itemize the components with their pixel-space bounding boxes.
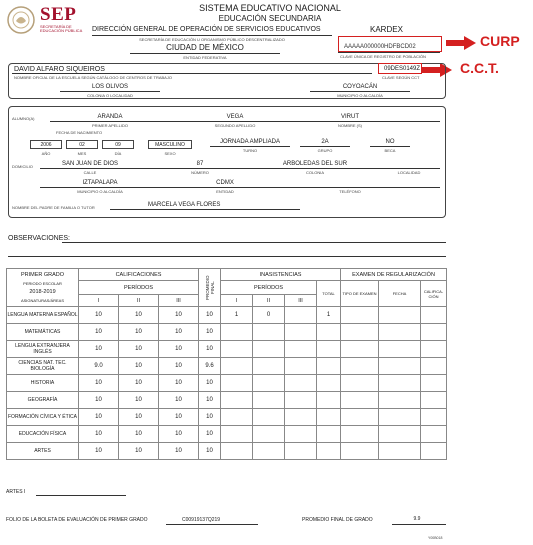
observaciones-label: OBSERVACIONES:: [8, 235, 70, 242]
grade-cell-total: [317, 426, 341, 443]
grade-cell-total: [317, 341, 341, 358]
entity-label: ENTIDAD FEDERATIVA: [183, 55, 227, 60]
sep-logo-text: SEP: [40, 4, 77, 25]
school-colonia-label: COLONIA O LOCALIDAD: [87, 93, 133, 98]
grade-cell-p3: 10: [159, 307, 199, 324]
promedio-final-header: PROMEDIO FINAL: [199, 269, 221, 307]
table-row: [7, 307, 447, 324]
grade-cell-p2: 10: [119, 358, 159, 375]
grade-cell-i3: [285, 341, 317, 358]
sexo-value: MASCULINO: [148, 140, 192, 149]
grade-cell-p2: 10: [119, 409, 159, 426]
exam-cell: [379, 375, 421, 392]
grade-cell-total: [317, 443, 341, 460]
grade-cell-p2: 10: [119, 307, 159, 324]
sexo-label: SEXO: [164, 151, 176, 156]
grade-cell-prom: 10: [199, 392, 221, 409]
ap-paterno: ARANDA: [97, 114, 123, 120]
grade-cell-i2: [253, 443, 285, 460]
curp-value: AAAAA000000HDFBCD02: [344, 44, 416, 50]
table-row: [7, 409, 447, 426]
exam-cell: [379, 324, 421, 341]
subject-cell: GEOGRAFÍA: [7, 392, 79, 409]
telefono-label: TELÉFONO: [339, 189, 361, 194]
colonia-label: COLONIA: [305, 170, 324, 175]
grade-cell-i3: [285, 426, 317, 443]
school-colonia: LOS OLIVOS: [91, 84, 128, 90]
domicilio-label: DOMICILIO: [12, 164, 33, 169]
grade-cell-prom: 10: [199, 426, 221, 443]
grade-cell-p3: 10: [159, 375, 199, 392]
grade-cell-p1: 10: [79, 375, 119, 392]
school-name: DAVID ALFARO SIQUEIROS: [14, 66, 105, 73]
nombre: VIRUT: [341, 114, 359, 120]
curp-arrow-icon: [446, 36, 476, 50]
calificaciones-header: CALIFICACIONES: [79, 269, 199, 281]
promedio-value: 9.9: [413, 516, 421, 522]
school-municipio: COYOACÁN: [342, 84, 378, 90]
calle-value: SAN JUAN DE DIOS: [61, 161, 118, 167]
grade-cell-i3: [285, 307, 317, 324]
subject-cell: MATEMÁTICAS: [7, 324, 79, 341]
inasistencias-header: INASISTENCIAS: [221, 269, 341, 281]
table-row: [7, 324, 447, 341]
grade-cell-i1: 1: [221, 307, 253, 324]
sep-logo-subtext: SECRETARÍA DE EDUCACIÓN PÚBLICA: [40, 24, 83, 33]
grade-cell-prom: 9.6: [199, 358, 221, 375]
exam-cell: [341, 375, 379, 392]
grade-cell-total: [317, 375, 341, 392]
grade-cell-i3: [285, 392, 317, 409]
subject-cell: LENGUA MATERNA ESPAÑOL: [7, 307, 79, 324]
cct-highlight-box: [378, 63, 422, 74]
subject-cell: EDUCACIÓN FÍSICA: [7, 426, 79, 443]
exam-cell: [379, 392, 421, 409]
school-municipio-label: MUNICIPIO O ALCALDÍA: [337, 93, 383, 98]
subject-cell: LENGUA EXTRANJERA INGLÉS: [7, 341, 79, 358]
grade-cell-p3: 10: [159, 341, 199, 358]
ap-paterno-label: PRIMER APELLIDO: [91, 123, 128, 128]
grade-cell-total: [317, 324, 341, 341]
folio-value: C00919137Q219: [182, 517, 221, 523]
grade-cell-p1: 10: [79, 426, 119, 443]
grade-cell-total: [317, 409, 341, 426]
grupo-value: 2A: [321, 139, 329, 145]
year-label: AÑO: [41, 151, 51, 156]
grade-cell-p1: 10: [79, 324, 119, 341]
grade-cell-i1: [221, 409, 253, 426]
entidad-value: CDMX: [216, 180, 234, 186]
numero-value: 87: [196, 161, 204, 167]
birth-year: 2006: [30, 140, 62, 149]
exam-cell: [341, 392, 379, 409]
grade-cell-p2: 10: [119, 443, 159, 460]
grade-cell-prom: 10: [199, 324, 221, 341]
month-label: MES: [77, 151, 87, 156]
grade-cell-i3: [285, 375, 317, 392]
grade-cell-i2: [253, 375, 285, 392]
examen-header: EXAMEN DE REGULARIZACIÓN: [341, 269, 447, 281]
exam-cell: [341, 426, 379, 443]
grade-cell-i1: [221, 443, 253, 460]
table-row: [7, 375, 447, 392]
entidad-label: ENTIDAD: [216, 189, 234, 194]
grade-cell-i1: [221, 375, 253, 392]
exam-cell: [421, 392, 447, 409]
exam-cell: [379, 426, 421, 443]
exam-cell: [341, 341, 379, 358]
ap-materno: VEGA: [226, 114, 244, 120]
periodos-header: PERÍODOS: [79, 281, 199, 295]
exam-cell: [421, 341, 447, 358]
cct-annotation: C.C.T.: [460, 60, 499, 76]
exam-cell: [341, 358, 379, 375]
sep-logo: [6, 4, 86, 38]
beca-label: BECA: [384, 148, 396, 153]
grupo-label: GRUPO: [317, 148, 333, 153]
turno-label: TURNO: [242, 148, 258, 153]
grade-cell-p3: 10: [159, 358, 199, 375]
grade-cell-prom: 10: [199, 409, 221, 426]
grade-cell-p1: 10: [79, 443, 119, 460]
title-sistema: SISTEMA EDUCATIVO NACIONAL: [199, 3, 341, 13]
grade-cell-p2: 10: [119, 426, 159, 443]
grade-cell-p3: 10: [159, 409, 199, 426]
alumno-label: ALUMNO(A): [12, 116, 35, 121]
artes-label: ARTES I: [6, 489, 26, 495]
grade-cell-p2: 10: [119, 392, 159, 409]
grado-label: PRIMER GRADO: [7, 269, 79, 281]
grade-cell-total: 1: [317, 307, 341, 324]
grade-cell-i3: [285, 409, 317, 426]
exam-cell: [341, 307, 379, 324]
table-row: [7, 358, 447, 375]
title-educacion: EDUCACIÓN SECUNDARIA: [218, 14, 322, 23]
exam-cell: [341, 443, 379, 460]
school-label: NOMBRE OFICIAL DE LA ESCUELA SEGÚN CATÁLOGO DE CENTROS DE TRABAJO: [14, 75, 172, 80]
ap-materno-label: SEGUNDO APELLIDO: [214, 123, 256, 128]
national-seal-icon: [6, 4, 36, 36]
grade-cell-i2: [253, 392, 285, 409]
grade-cell-prom: 10: [199, 341, 221, 358]
grade-cell-i2: 0: [253, 307, 285, 324]
grade-cell-i3: [285, 324, 317, 341]
day-label: DÍA: [114, 151, 122, 156]
grade-cell-p1: 10: [79, 409, 119, 426]
dept-line: SECRETARÍA DE EDUCACIÓN U ORGANISMO PÚBLICO DESCENTRALIZADO: [92, 35, 332, 41]
grades-table: PRIMER GRADO CALIFICACIONES PROMEDIO FINAL INASISTENCIAS EXAMEN DE REGULARIZACIÓN PERIODO ESCOLAR 2018-2019 PERÍODOS PERÍODOS TOTAL TIPO DE EXAMEN FECHA CALIFICA-CIÓN ASIGNATURAS/ÁREAS I II III I II III LENGUA MATERNA ESPAÑOL 10 10 10 10 1 0 1 MATEMÁTICAS 10 10 10 10 LENGUA EXTRANJERA INGLÉS 10 10 10 10 CIENCIAS NAT. TEC. BIOLOGÍA 9.0 10 10 9.6 HISTORIA 10 10 10 10 GEOGRAFÍA 10 10 10 10 FORMACIÓN CÍVICA Y ÉTICA 10 10 10 10 EDUCACIÓN FÍSICA 10 10 10 10 ARTES 10 10 10 10: [6, 268, 447, 460]
cct-label: CLAVE SEGÚN CCT: [382, 75, 420, 80]
table-row: [7, 443, 447, 460]
grade-cell-i1: [221, 358, 253, 375]
grade-cell-i3: [285, 443, 317, 460]
grade-cell-i2: [253, 358, 285, 375]
subject-cell: CIENCIAS NAT. TEC. BIOLOGÍA: [7, 358, 79, 375]
footer-code: Y00B018: [428, 536, 443, 540]
grade-cell-prom: 10: [199, 443, 221, 460]
table-row: [7, 341, 447, 358]
total-header: TOTAL: [317, 281, 341, 307]
curp-annotation: CURP: [480, 33, 520, 49]
numero-label: NÚMERO: [191, 170, 209, 175]
grade-cell-prom: 10: [199, 375, 221, 392]
grade-cell-p3: 10: [159, 426, 199, 443]
grade-cell-i1: [221, 392, 253, 409]
grade-cell-p3: 10: [159, 443, 199, 460]
beca-value: NO: [385, 139, 395, 145]
exam-cell: [379, 358, 421, 375]
grade-cell-i1: [221, 426, 253, 443]
calificacion-header: CALIFICA-CIÓN: [421, 281, 447, 307]
exam-cell: [379, 443, 421, 460]
curp-label: CLAVE ÚNICA DE REGISTRO DE POBLACIÓN: [340, 54, 426, 59]
entity-value: CIUDAD DE MÉXICO: [166, 43, 244, 52]
exam-cell: [341, 324, 379, 341]
subject-cell: HISTORIA: [7, 375, 79, 392]
tutor-label: NOMBRE DEL PADRE DE FAMILIA O TUTOR: [12, 205, 95, 210]
subject-cell: FORMACIÓN CÍVICA Y ÉTICA: [7, 409, 79, 426]
folio-label: FOLIO DE LA BOLETA DE EVALUACIÓN DE PRIMER GRADO: [6, 517, 148, 523]
birth-month: 02: [66, 140, 98, 149]
grade-cell-i2: [253, 341, 285, 358]
birth-day: 09: [102, 140, 134, 149]
asignaturas-header: ASIGNATURAS/ÁREAS: [7, 295, 79, 307]
exam-cell: [421, 375, 447, 392]
grade-cell-i2: [253, 409, 285, 426]
exam-cell: [421, 409, 447, 426]
grade-cell-total: [317, 392, 341, 409]
calle-label: CALLE: [83, 170, 97, 175]
exam-cell: [421, 307, 447, 324]
grade-cell-p3: 10: [159, 392, 199, 409]
curp-highlight-box: [338, 36, 442, 52]
grade-cell-i1: [221, 341, 253, 358]
cct-value: 09DES0149Z: [384, 66, 421, 72]
grade-cell-p3: 10: [159, 324, 199, 341]
exam-cell: [421, 358, 447, 375]
kardex-label: KARDEX: [370, 25, 403, 34]
exam-cell: [421, 324, 447, 341]
grade-cell-p1: 10: [79, 341, 119, 358]
exam-cell: [421, 443, 447, 460]
grade-cell-p1: 10: [79, 392, 119, 409]
inasist-periodos-header: PERÍODOS: [221, 281, 317, 295]
municipio-value: IZTAPALAPA: [82, 180, 118, 186]
localidad-label: LOCALIDAD: [397, 170, 421, 175]
promedio-label: PROMEDIO FINAL DE GRADO: [302, 517, 373, 523]
title-direccion: DIRECCIÓN GENERAL DE OPERACIÓN DE SERVICIOS EDUCATIVOS: [92, 26, 321, 33]
grade-cell-i3: [285, 358, 317, 375]
grade-cell-p2: 10: [119, 341, 159, 358]
grade-cell-p1: 9.0: [79, 358, 119, 375]
nombre-label: NOMBRE (S): [338, 123, 362, 128]
exam-cell: [341, 409, 379, 426]
grade-cell-prom: 10: [199, 307, 221, 324]
table-row: [7, 392, 447, 409]
birth-label: FECHA DE NACIMIENTO: [56, 130, 103, 135]
exam-cell: [379, 307, 421, 324]
subject-cell: ARTES: [7, 443, 79, 460]
fecha-header: FECHA: [379, 281, 421, 307]
tipo-examen-header: TIPO DE EXAMEN: [341, 281, 379, 307]
exam-cell: [421, 426, 447, 443]
grade-cell-i1: [221, 324, 253, 341]
grade-cell-p2: 10: [119, 324, 159, 341]
exam-cell: [379, 409, 421, 426]
exam-cell: [379, 341, 421, 358]
colonia-value: ARBOLEDAS DEL SUR: [282, 161, 348, 167]
grade-cell-i2: [253, 426, 285, 443]
grade-cell-p2: 10: [119, 375, 159, 392]
table-row: [7, 426, 447, 443]
municipio-label: MUNICIPIO O ALCALDÍA: [77, 189, 123, 194]
periodo-escolar: PERIODO ESCOLAR 2018-2019: [7, 281, 79, 295]
grade-cell-total: [317, 358, 341, 375]
grade-cell-i2: [253, 324, 285, 341]
tutor-value: MARCELA VEGA FLORES: [148, 202, 221, 208]
grade-cell-p1: 10: [79, 307, 119, 324]
turno-value: JORNADA AMPLIADA: [219, 139, 281, 145]
